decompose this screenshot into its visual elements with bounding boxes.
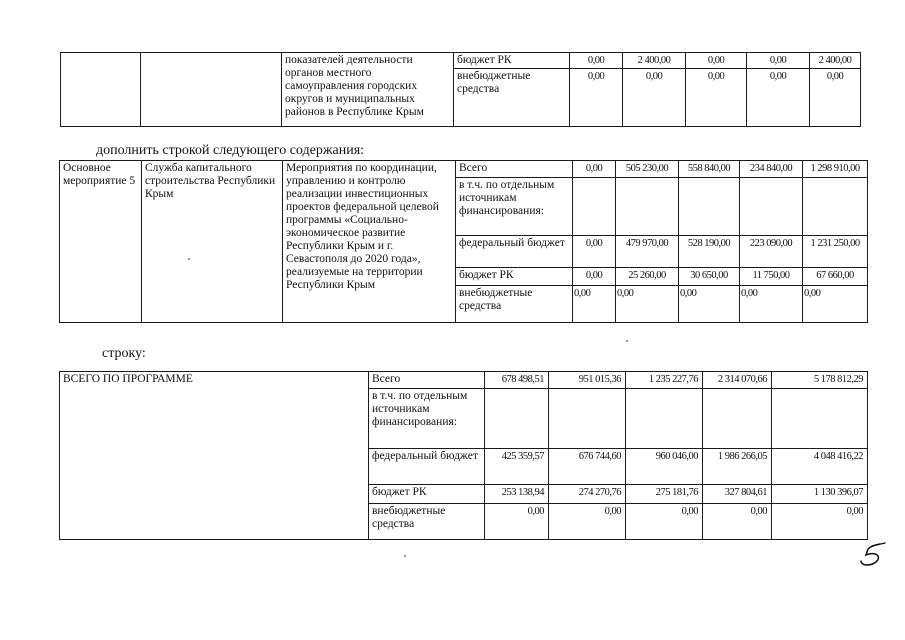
value-cell: 0,00 [573, 236, 616, 268]
value-cell [573, 178, 616, 236]
value-cell: 558 840,00 [679, 161, 740, 178]
value-cell: 0,00 [686, 69, 747, 127]
value-cell: 0,00 [686, 53, 747, 69]
measure-name-cell: Мероприятия по координации, управлению и контролю реализации инвестиционных проектов федеральной целевой программы «Социально-экономическое развитие Республики Крым и г. Севастополя до 2020 года», реализуемые на территории Республики Крым [283, 161, 456, 323]
value-cell: 0,00 [573, 286, 616, 323]
value-cell: 2 400,00 [810, 53, 861, 69]
value-cell: 327 804,61 [703, 485, 772, 504]
source-cell: внебюджетные средства [369, 504, 485, 540]
source-cell: внебюджетные средства [454, 69, 570, 127]
value-cell: 5 178 812,29 [772, 372, 868, 389]
source-cell: Всего [456, 161, 573, 178]
value-cell: 1 231 250,00 [803, 236, 868, 268]
value-cell [549, 389, 626, 449]
instruction-row: строку: [102, 346, 146, 361]
source-cell: бюджет РК [454, 53, 570, 69]
value-cell: 30 650,00 [679, 268, 740, 286]
empty-executor-cell [141, 53, 282, 127]
value-cell: 0,00 [803, 286, 868, 323]
value-cell: 0,00 [573, 161, 616, 178]
value-cell: 960 046,00 [626, 449, 703, 485]
program-total-label: ВСЕГО ПО ПРОГРАММЕ [60, 372, 369, 540]
value-cell: 4 048 416,22 [772, 449, 868, 485]
value-cell: 274 270,76 [549, 485, 626, 504]
value-cell: 0,00 [740, 286, 803, 323]
source-cell: в т.ч. по отдельным источникам финансирования: [456, 178, 573, 236]
value-cell: 0,00 [703, 504, 772, 540]
status-cell: Основное мероприятие 5 [60, 161, 142, 323]
value-cell: 678 498,51 [485, 372, 549, 389]
value-cell: 67 660,00 [803, 268, 868, 286]
value-cell [626, 389, 703, 449]
instruction-add-row: дополнить строкой следующего содержания: [96, 143, 365, 158]
value-cell: 425 359,57 [485, 449, 549, 485]
value-cell: 11 750,00 [740, 268, 803, 286]
value-cell: 0,00 [570, 69, 623, 127]
source-cell: федеральный бюджет [369, 449, 485, 485]
value-cell: 0,00 [810, 69, 861, 127]
value-cell: 0,00 [626, 504, 703, 540]
new-row-table [59, 160, 868, 323]
value-cell: 223 090,00 [740, 236, 803, 268]
value-cell [703, 389, 772, 449]
measure-name-cell: показателей деятельности органов местного самоуправления городских округов и муниципальных районов в Республике Крым [282, 53, 454, 127]
value-cell [740, 178, 803, 236]
source-cell: в т.ч. по отдельным источникам финансирования: [369, 389, 485, 449]
value-cell: 951 015,36 [549, 372, 626, 389]
value-cell: 0,00 [573, 268, 616, 286]
value-cell: 479 970,00 [616, 236, 679, 268]
value-cell [616, 178, 679, 236]
scan-speck [188, 258, 190, 260]
value-cell: 0,00 [747, 53, 810, 69]
continuation-table [60, 52, 861, 127]
source-cell: Всего [369, 372, 485, 389]
source-cell: бюджет РК [456, 268, 573, 286]
value-cell: 505 230,00 [616, 161, 679, 178]
value-cell [772, 389, 868, 449]
value-cell: 0,00 [549, 504, 626, 540]
program-total-table [59, 371, 868, 540]
value-cell: 275 181,76 [626, 485, 703, 504]
value-cell: 676 744,60 [549, 449, 626, 485]
value-cell: 0,00 [623, 69, 686, 127]
value-cell [803, 178, 868, 236]
value-cell: 1 235 227,76 [626, 372, 703, 389]
value-cell: 0,00 [485, 504, 549, 540]
scan-speck [626, 340, 628, 342]
value-cell [485, 389, 549, 449]
handwritten-page-number [858, 540, 892, 570]
source-cell: внебюджетные средства [456, 286, 573, 323]
value-cell: 2 400,00 [623, 53, 686, 69]
empty-status-cell [61, 53, 141, 127]
value-cell [679, 178, 740, 236]
value-cell: 25 260,00 [616, 268, 679, 286]
value-cell: 0,00 [747, 69, 810, 127]
value-cell: 0,00 [772, 504, 868, 540]
source-cell: федеральный бюджет [456, 236, 573, 268]
value-cell: 1 298 910,00 [803, 161, 868, 178]
value-cell: 528 190,00 [679, 236, 740, 268]
scan-speck [404, 555, 406, 557]
executor-cell: Служба капитального строительства Республики Крым [142, 161, 283, 323]
value-cell: 0,00 [616, 286, 679, 323]
value-cell: 234 840,00 [740, 161, 803, 178]
source-cell: бюджет РК [369, 485, 485, 504]
value-cell: 0,00 [570, 53, 623, 69]
value-cell: 0,00 [679, 286, 740, 323]
value-cell: 1 130 396,07 [772, 485, 868, 504]
value-cell: 1 986 266,05 [703, 449, 772, 485]
value-cell: 2 314 070,66 [703, 372, 772, 389]
value-cell: 253 138,94 [485, 485, 549, 504]
